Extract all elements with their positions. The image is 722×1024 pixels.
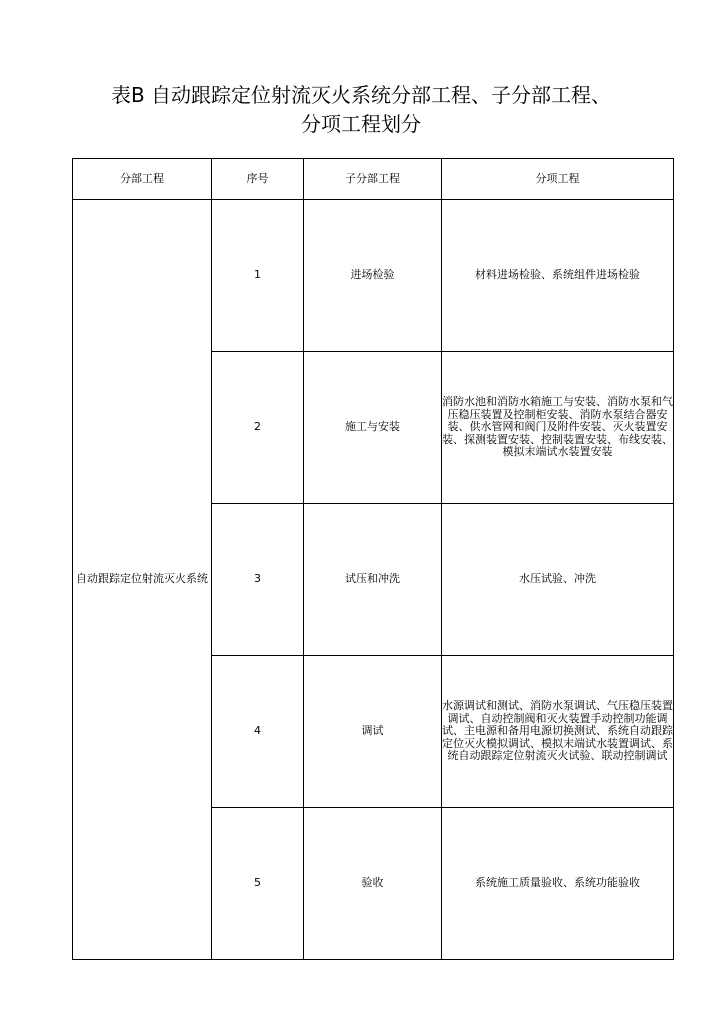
division-table bbox=[72, 158, 674, 960]
division-cell: 自动跟踪定位射流灭火系统 bbox=[73, 200, 212, 960]
row-number: 1 bbox=[212, 200, 304, 352]
row-sub-division: 验收 bbox=[304, 808, 442, 960]
document-title-line-2: 分项工程划分 bbox=[301, 112, 421, 136]
row-number: 5 bbox=[212, 808, 304, 960]
document-title-line-1: 表B 自动跟踪定位射流灭火系统分部工程、子分部工程、 bbox=[110, 83, 612, 107]
row-sub-division: 进场检验 bbox=[304, 200, 442, 352]
row-items: 消防水池和消防水箱施工与安装、消防水泵和气压稳压装置及控制柜安装、消防水泵结合器安装、供水管网和阀门及附件安装、灭火装置安装、探测装置安装、控制装置安装、布线安装、模拟末端试水装置安装 bbox=[442, 352, 674, 504]
row-number: 2 bbox=[212, 352, 304, 504]
row-number: 3 bbox=[212, 504, 304, 656]
row-sub-division: 试压和冲洗 bbox=[304, 504, 442, 656]
table-row bbox=[73, 200, 674, 352]
row-items: 水源调试和测试、消防水泵调试、气压稳压装置调试、自动控制阀和灭火装置手动控制功能调试、主电源和备用电源切换测试、系统自动跟踪定位灭火模拟调试、模拟末端试水装置调试、系统自动跟踪定位射流灭火试验、联动控制调试 bbox=[442, 656, 674, 808]
row-items: 材料进场检验、系统组件进场检验 bbox=[442, 200, 674, 352]
header-division: 分部工程 bbox=[73, 159, 212, 200]
row-number: 4 bbox=[212, 656, 304, 808]
row-items: 水压试验、冲洗 bbox=[442, 504, 674, 656]
header-sub-division: 子分部工程 bbox=[304, 159, 442, 200]
header-items: 分项工程 bbox=[442, 159, 674, 200]
row-sub-division: 调试 bbox=[304, 656, 442, 808]
table-header-row bbox=[73, 159, 674, 200]
header-number: 序号 bbox=[212, 159, 304, 200]
row-items: 系统施工质量验收、系统功能验收 bbox=[442, 808, 674, 960]
row-sub-division: 施工与安装 bbox=[304, 352, 442, 504]
